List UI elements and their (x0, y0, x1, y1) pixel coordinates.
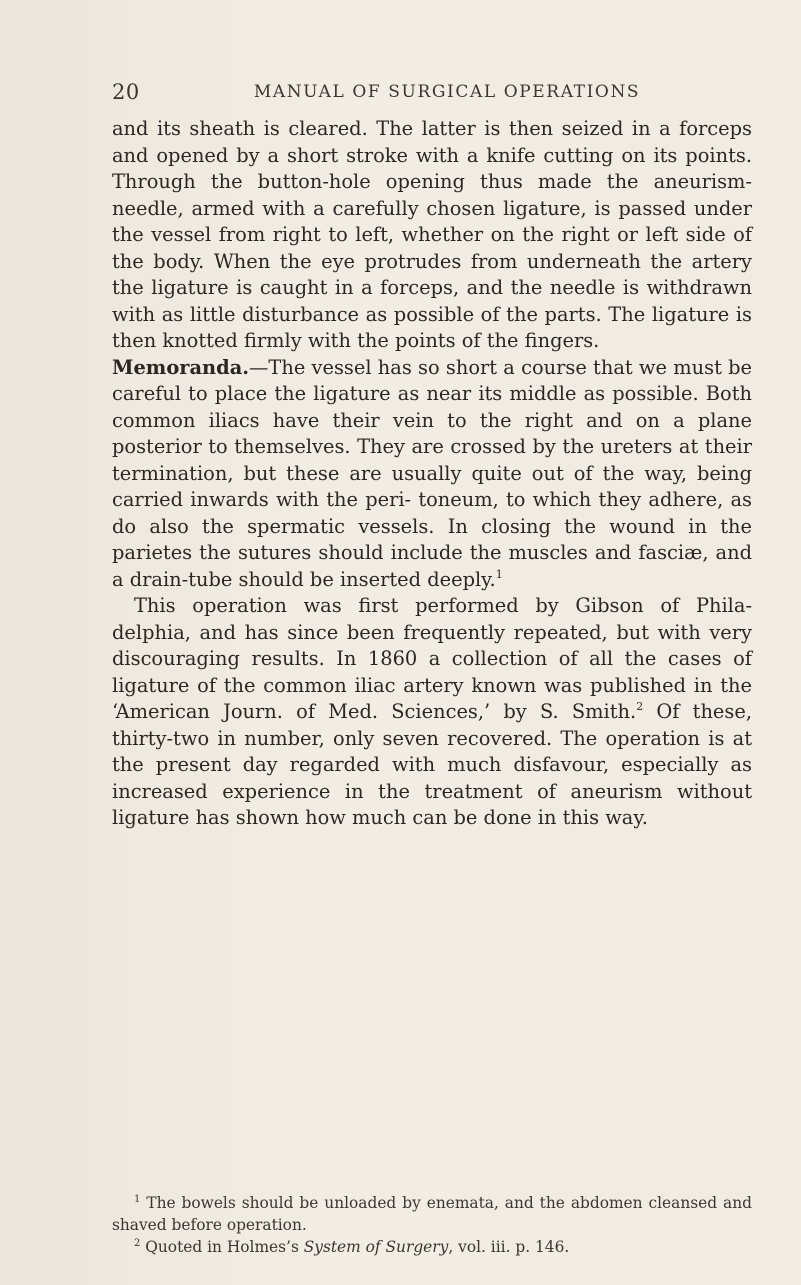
footnote-2-prefix: Quoted in Holmes’s (145, 1238, 304, 1256)
page-number: 20 (112, 80, 140, 104)
history-text-b: Of these, thirty-two in number, only seven recovered. The operation is at the present day regarded with much disfavour, especially as increased experience in the treatment of aneurism without ligature has shown how much can be done in this way. (112, 700, 752, 829)
memoranda-text: —The vessel has so short a course that we must be careful to place the ligature as near its middle as possible. Both common iliacs have their vein to the right and on a plane posterior to themselves. They are crossed by the ureters at their termination, but these are usually quite out of the way, being carried inwards with the peri- toneum, to which they adhere, as do also the spermatic vessels. In closing the wound in the parietes the sutures should include the muscles and fasciæ, and a drain-tube should be inserted deeply. (112, 355, 752, 591)
footnote-marker-2: 2 (134, 1238, 141, 1249)
memoranda-heading: Memoranda. (112, 355, 250, 379)
page-header (112, 80, 752, 110)
footnote-2-book-title: System of Surgery (303, 1238, 449, 1256)
body-text (112, 116, 752, 832)
footnote-ref-1: 1 (495, 567, 503, 581)
footnote-ref-2: 2 (636, 700, 644, 713)
footnote-1-text: The bowels should be unloaded by enemata, and the abdomen cleansed and shaved before operation. (112, 1194, 752, 1234)
footnote-marker-1: 1 (134, 1194, 141, 1205)
footnote-1 (112, 1192, 752, 1236)
paragraph-history (112, 593, 752, 832)
history-text-a: This operation was first performed by Gibson of Phila- delphia, and has since been frequently repeated, but with very discouraging results. In 1860 a collection of all the cases of ligature of the common iliac artery known was published in the ‘American Journ. of Med. Sciences,’ by S. Smith. (112, 594, 752, 723)
paragraph-memoranda (112, 355, 752, 594)
running-title: MANUAL OF SURGICAL OPERATIONS (253, 82, 641, 102)
paragraph-ligature-procedure: and its sheath is cleared. The latter is then seized in a forceps and opened by a short stroke with a knife cutting on its points. Through the button-hole opening thus made the aneurism-needle, armed with a carefully chosen ligature, is passed under the vessel from right to left, whether on the right or left side of the body. When the eye protrudes from underneath the artery the ligature is caught in a forceps, and the needle is withdrawn with as little disturbance as possible of the parts. The ligature is then knotted firmly with the points of the fingers. (112, 117, 752, 352)
footnote-2 (112, 1236, 752, 1258)
footnotes (112, 1192, 752, 1258)
footnote-2-suffix: , vol. iii. p. 146. (448, 1238, 570, 1256)
